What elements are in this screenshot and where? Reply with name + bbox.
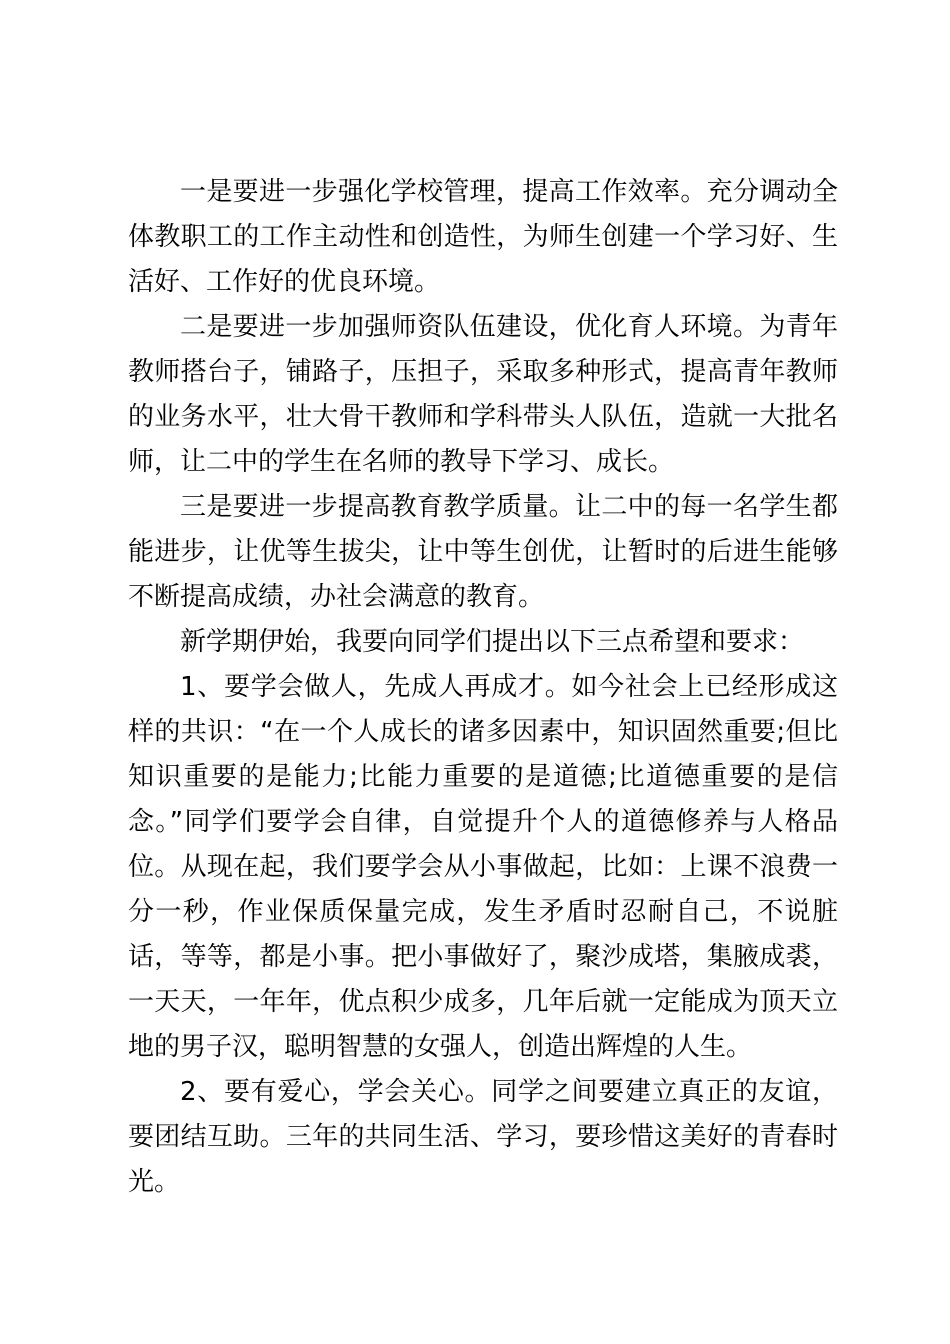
paragraph-management: 一是要进一步强化学校管理，提高工作效率。充分调动全体教职工的工作主动性和创造性，为师生创建一个学习好、生活好、工作好的优良环境。 <box>128 177 838 297</box>
paragraph-teaching-quality: 三是要进一步提高教育教学质量。让二中的每一名学生都能进步，让优等生拔尖，让中等生创优，让暂时的后进生能够不断提高成绩，办社会满意的教育。 <box>128 492 838 612</box>
paragraph-expectations-intro: 新学期伊始，我要向同学们提出以下三点希望和要求： <box>180 627 805 657</box>
paragraph-point-2: 2、要有爱心，学会关心。同学之间要建立真正的友谊，要团结互助。三年的共同生活、学习，要珍惜这美好的青春时光。 <box>128 1077 838 1197</box>
document-body <box>128 170 838 1205</box>
paragraph-point-1: 1、要学会做人，先成人再成才。如今社会上已经形成这样的共识：“在一个人成长的诸多因素中，知识固然重要;但比知识重要的是能力;比能力重要的是道德;比道德重要的是信念。”同学们要学会自律，自觉提升个人的道德修养与人格品位。从现在起，我们要学会从小事做起，比如：上课不浪费一分一秒，作业保质保量完成，发生矛盾时忍耐自己，不说脏话，等等，都是小事。把小事做好了，聚沙成塔，集腋成裘，一天天，一年年，优点积少成多，几年后就一定能成为顶天立地的男子汉，聪明智慧的女强人，创造出辉煌的人生。 <box>128 672 838 1062</box>
paragraph-teaching-staff: 二是要进一步加强师资队伍建设，优化育人环境。为青年教师搭台子，铺路子，压担子，采取多种形式，提高青年教师的业务水平，壮大骨干教师和学科带头人队伍，造就一大批名师，让二中的学生在名师的教导下学习、成长。 <box>128 312 838 477</box>
